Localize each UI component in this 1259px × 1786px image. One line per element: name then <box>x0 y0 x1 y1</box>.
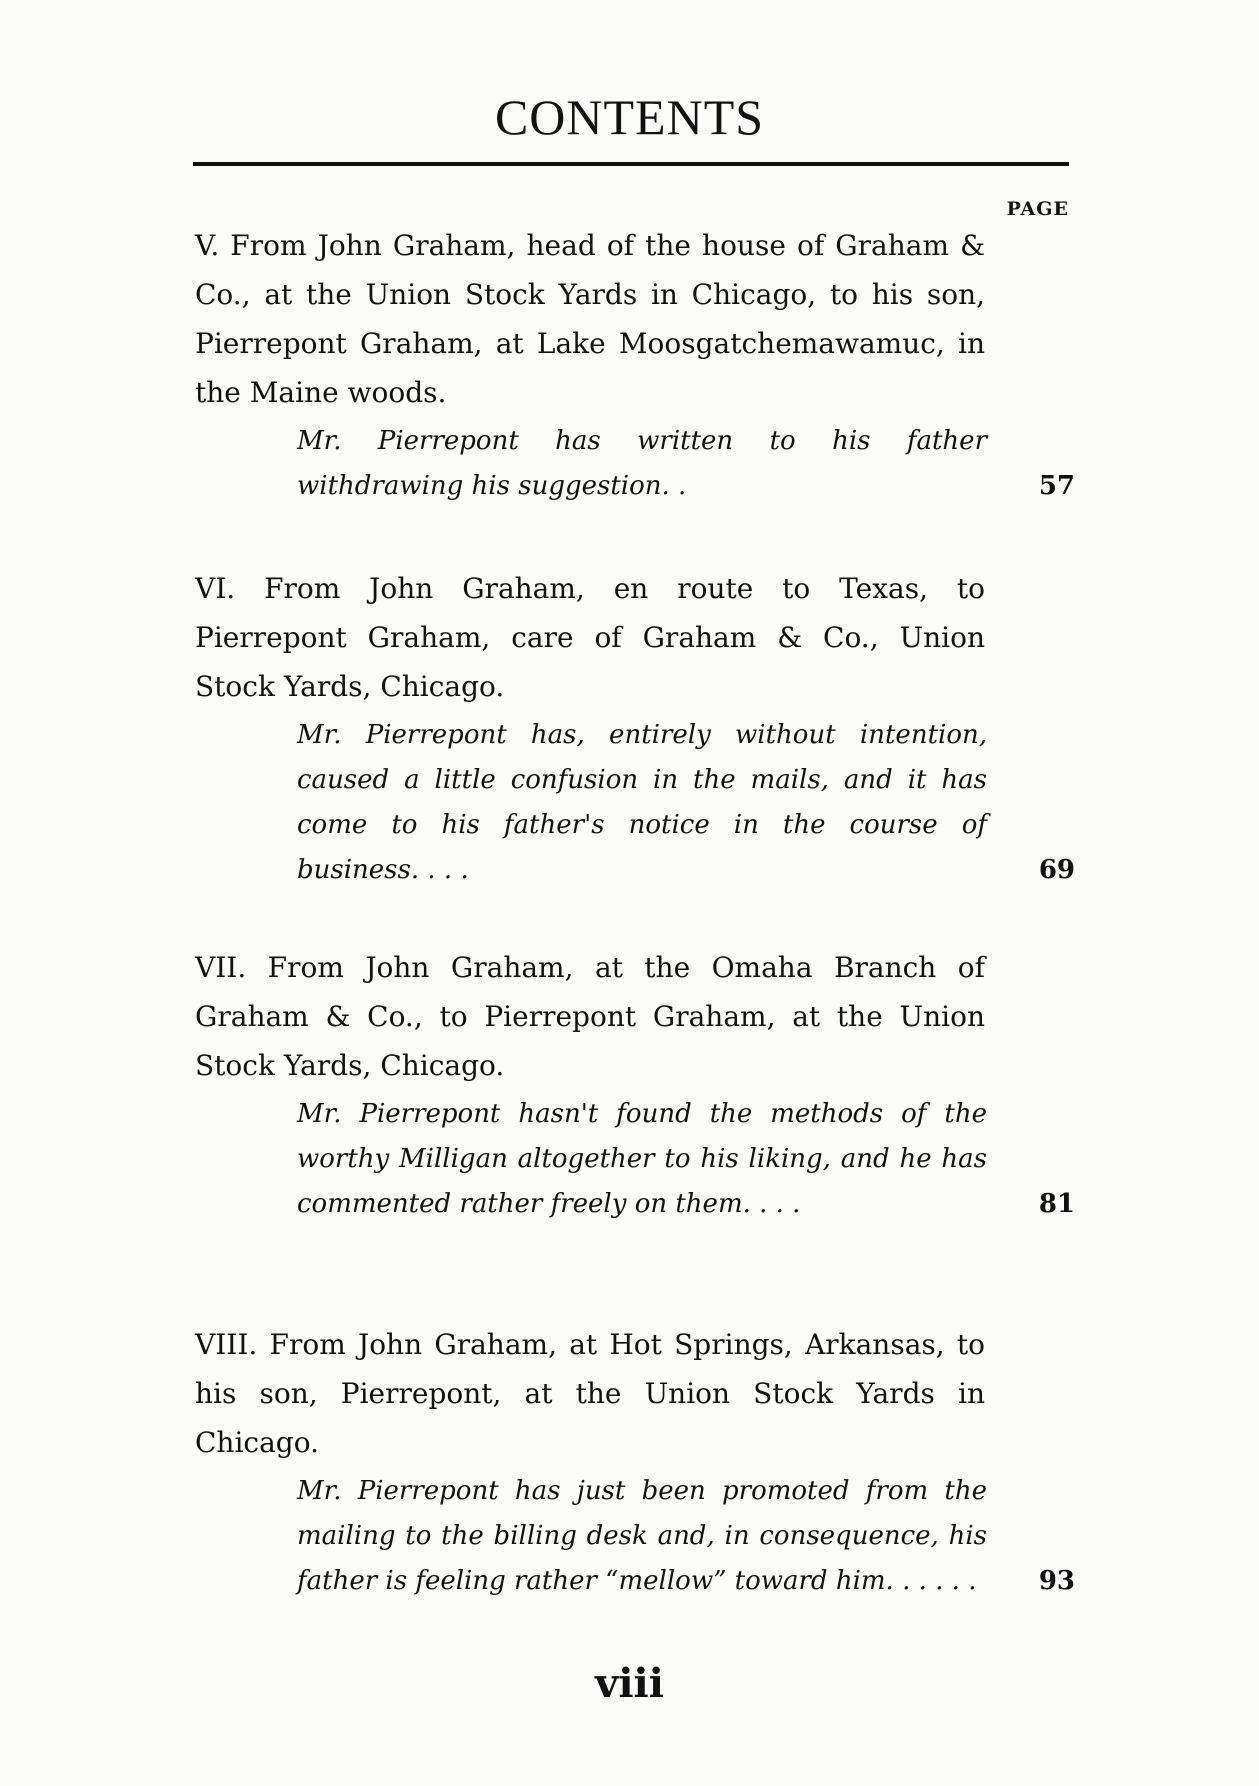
toc-entry <box>195 564 1075 893</box>
entry-description: Mr. Pierrepont hasn't found the methods of the worthy Milligan altogether to his liking, and he has commented rather freely on them. . . . <box>297 1099 987 1219</box>
entry-description: Mr. Pierrepont has just been promoted from the mailing to the billing desk and, in consequence, his father is feeling rather “mellow” toward him. . . . . . <box>297 1476 987 1596</box>
title-rule <box>193 162 1069 166</box>
entry-description: Mr. Pierrepont has written to his father withdrawing his suggestion. . <box>297 426 987 501</box>
page-title: CONTENTS <box>494 89 765 145</box>
toc-entry <box>195 943 1075 1227</box>
entry-heading: VI. From John Graham, en route to Texas, to Pierrepont Graham, care of Graham & Co., Union Stock Yards, Chicago. <box>195 572 985 703</box>
page-column-label: PAGE <box>1006 198 1069 220</box>
entry-description: Mr. Pierrepont has, entirely without intention, caused a little confusion in the mails, and it has come to his father's notice in the course of business. . . . <box>297 720 987 885</box>
toc-entry <box>195 1320 1075 1604</box>
entry-heading: VIII. From John Graham, at Hot Springs, Arkansas, to his son, Pierrepont, at the Union Stock Yards in Chicago. <box>195 1328 985 1459</box>
toc-entry <box>195 221 1075 509</box>
page-folio: viii <box>595 1660 664 1707</box>
entry-heading: V. From John Graham, head of the house of Graham & Co., at the Union Stock Yards in Chicago, to his son, Pierrepont Graham, at Lake Moosgatchemawamuc, in the Maine woods. <box>195 229 985 409</box>
entry-page-number: 93 <box>1038 1566 1075 1596</box>
entry-page-number: 57 <box>1038 471 1075 501</box>
entry-page-number: 81 <box>1038 1189 1075 1219</box>
entry-page-number: 69 <box>1038 855 1075 885</box>
entry-heading: VII. From John Graham, at the Omaha Branch of Graham & Co., to Pierrepont Graham, at the Union Stock Yards, Chicago. <box>195 951 985 1082</box>
